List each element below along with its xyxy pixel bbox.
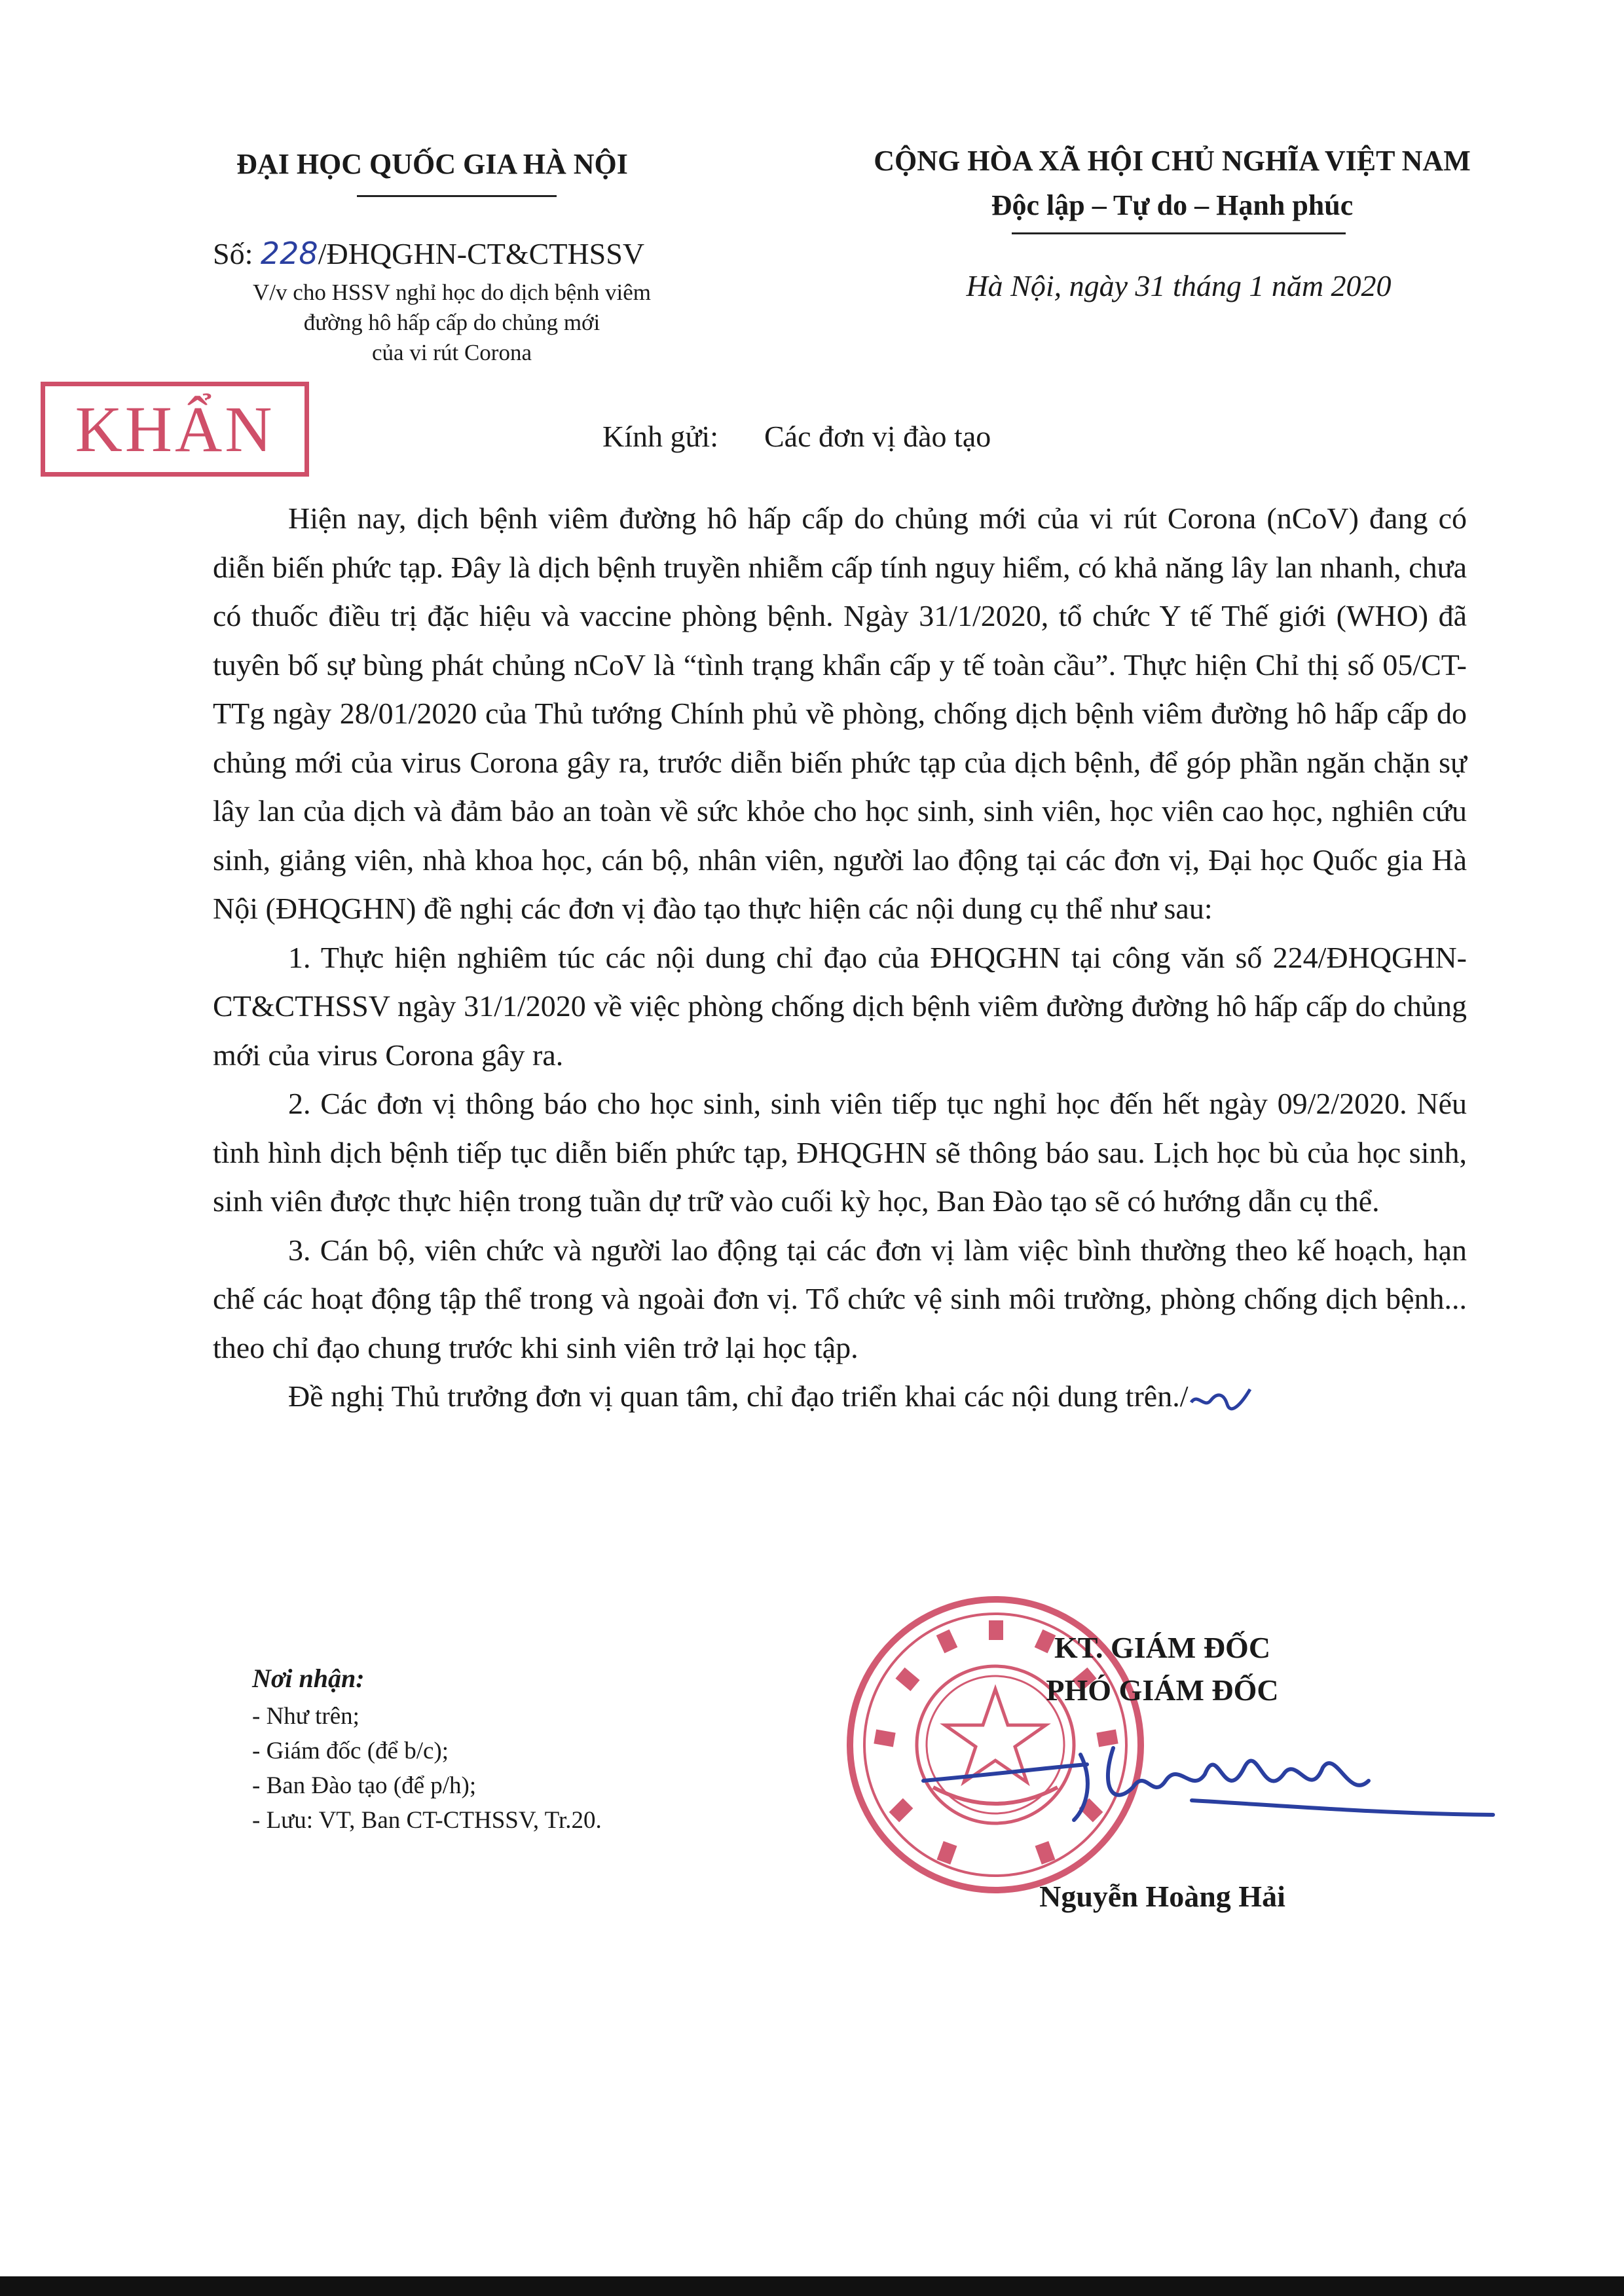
place-date: Hà Nội, ngày 31 tháng 1 năm 2020 — [966, 269, 1392, 302]
document-number — [213, 236, 644, 271]
signer-title-line1: KT. GIÁM ĐỐC — [1054, 1631, 1271, 1664]
distribution-item: - Lưu: VT, Ban CT-CTHSSV, Tr.20. — [252, 1807, 602, 1834]
document-body — [213, 494, 1467, 1421]
recipient-label: Kính gửi: — [602, 420, 718, 453]
recipient-line — [602, 419, 991, 454]
closing-text: Đề nghị Thủ trưởng đơn vị quan tâm, chỉ đạo triển khai các nội dung trên./ — [288, 1379, 1189, 1413]
body-paragraph: 1. Thực hiện nghiêm túc các nội dung chỉ đạo của ĐHQGHN tại công văn số 224/ĐHQGHN-CT&CTHSSV ngày 31/1/2020 về việc phòng chống dịch bệnh viêm đường đường hô hấp cấp do chủng mới của virus Corona gây ra. — [213, 940, 1467, 1072]
organization-name: ĐẠI HỌC QUỐC GIA HÀ NỘI — [236, 148, 628, 180]
distribution-item: - Giám đốc (để b/c); — [252, 1738, 449, 1764]
distribution-list — [252, 1699, 602, 1838]
national-motto: Độc lập – Tự do – Hạnh phúc — [991, 189, 1354, 221]
organization-underline — [357, 195, 557, 197]
distribution-item: - Như trên; — [252, 1703, 360, 1730]
scan-border — [0, 2276, 1624, 2296]
national-title: CỘNG HÒA XÃ HỘI CHỦ NGHĨA VIỆT NAM — [874, 145, 1471, 177]
signer-name: Nguyễn Hoàng Hải — [1039, 1880, 1285, 1913]
subject-line: V/v cho HSSV nghỉ học do dịch bệnh viêm — [253, 280, 651, 305]
distribution-item: - Ban Đào tạo (để p/h); — [252, 1772, 477, 1799]
recipient-value: Các đơn vị đào tạo — [764, 420, 991, 453]
handwritten-signature-icon — [917, 1728, 1506, 1840]
body-paragraph: Hiện nay, dịch bệnh viêm đường hô hấp cấp do chủng mới của vi rút Corona (nCoV) đang có diễn biến phức tạp. Đây là dịch bệnh truyền nhiễm cấp tính nguy hiểm, có khả năng lây lan nhanh, chưa có thuốc điều trị đặc hiệu và vaccine phòng bệnh. Ngày 31/1/2020, tổ chức Y tế Thế giới (WHO) đã tuyên bố sự bùng phát chủng nCoV là “tình trạng khẩn cấp y tế toàn cầu”. Thực hiện Chỉ thị số 05/CT-TTg ngày 28/01/2020 của Thủ tướng Chính phủ về phòng, chống dịch bệnh viêm đường hô hấp cấp do chủng mới của virus Corona gây ra, trước diễn biến phức tạp của dịch bệnh, để góp phần ngăn chặn sự lây lan của dịch và đảm bảo an toàn về sức khỏe cho học sinh, sinh viên, học viên cao học, nghiên cứu sinh, giảng viên, nhà khoa học, cán bộ, nhân viên, người lao động tại các đơn vị, Đại học Quốc gia Hà Nội (ĐHQGHN) đề nghị các đơn vị đào tạo thực hiện các nội dung cụ thể như sau: — [213, 501, 1467, 925]
document-subject — [177, 278, 727, 368]
body-paragraph: 2. Các đơn vị thông báo cho học sinh, sinh viên tiếp tục nghỉ học đến hết ngày 09/2/2020. Nếu tình hình dịch bệnh tiếp tục diễn biến phức tạp, ĐHQGHN sẽ thông báo sau. Lịch học bù của học sinh, sinh viên được thực hiện trong tuần dự trữ vào cuối kỳ học, Ban Đào tạo sẽ có hướng dẫn cụ thể. — [213, 1087, 1467, 1218]
signer-title-line2: PHÓ GIÁM ĐỐC — [1046, 1673, 1279, 1707]
initials-mark-icon — [1188, 1386, 1253, 1412]
document-number-suffix: /ĐHQGHN-CT&CTHSSV — [318, 237, 645, 270]
motto-underline — [1012, 232, 1346, 234]
body-paragraph: 3. Cán bộ, viên chức và người lao động tại các đơn vị làm việc bình thường theo kế hoạch, hạn chế các hoạt động tập thể trong và ngoài đơn vị. Tổ chức vệ sinh môi trường, phòng chống dịch bệnh... theo chỉ đạo chung trước khi sinh viên trở lại học tập. — [213, 1233, 1467, 1364]
subject-line: của vi rút Corona — [372, 340, 532, 365]
closing-paragraph — [213, 1372, 1467, 1421]
document-number-prefix: Số: — [213, 237, 253, 270]
document-number-handwritten: 228 — [260, 236, 318, 271]
urgent-stamp: KHẨN — [41, 382, 309, 477]
subject-line: đường hô hấp cấp do chủng mới — [303, 310, 600, 335]
distribution-title: Nơi nhận: — [252, 1664, 365, 1693]
